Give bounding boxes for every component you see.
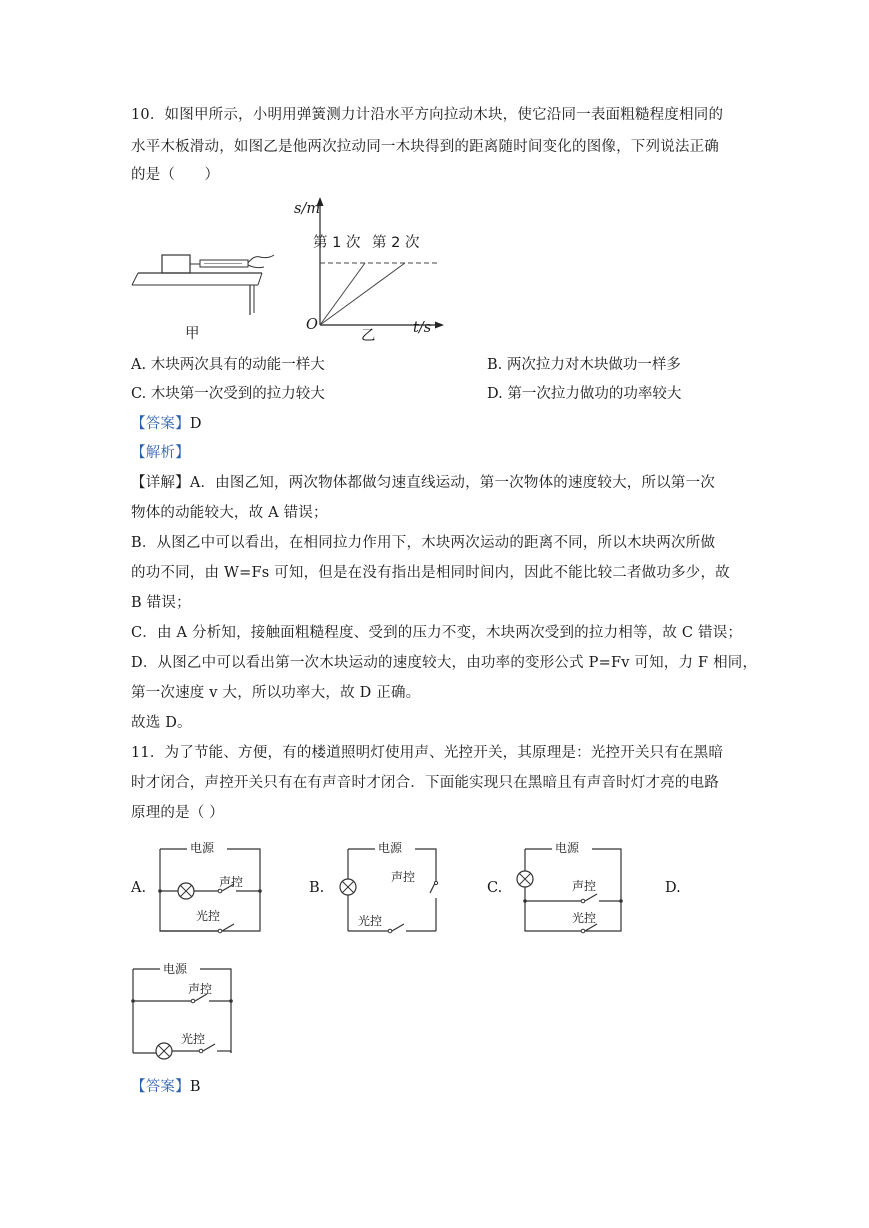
q11-option-a-letter: A. [131, 880, 147, 896]
circuit-b-power-label: 电源 [378, 841, 403, 855]
q10-option-d: D. 第一次拉力做功的功率较大 [487, 386, 682, 402]
q10-detail-line-6: C．由 A 分析知，接触面粗糙程度、受到的压力不变，木块两次受到的拉力相等，故 C 错误； [131, 625, 743, 641]
q10-option-b: B. 两次拉力对木块做功一样多 [487, 357, 681, 373]
graph-x-axis-label: t/s [413, 320, 432, 336]
q10-stem-line-3: 的是（ ） [131, 167, 220, 183]
circuit-c-sound-label: 声控 [572, 879, 597, 893]
circuit-b-light-label: 光控 [358, 914, 383, 928]
q11-stem-line-2: 时才闭合，声控开关只有在有声音时才闭合．下面能实现只在黑暗且有声音时灯才亮的电路 [131, 775, 719, 791]
q11-option-c-letter: C. [487, 880, 503, 896]
q10-detail-line-1 [131, 473, 715, 493]
q11-stem-line-3: 原理的是（ ） [131, 805, 225, 821]
q10-detail-line-3: B．从图乙中可以看出，在相同拉力作用下，木块两次运动的距离不同，所以木块两次所做 [131, 535, 716, 551]
figure-yi-label: 乙 [361, 328, 376, 344]
circuit-a-sound-label: 声控 [219, 875, 244, 889]
q10-answer-line [131, 414, 202, 434]
graph-series1-label: 第 1 次 [313, 235, 361, 251]
q11-answer: B [189, 1079, 201, 1095]
figure-jia [130, 245, 280, 345]
q10-detail-line-8: 第一次速度 v 大，所以功率大，故 D 正确。 [131, 685, 421, 701]
circuit-d-sound-label: 声控 [188, 982, 213, 996]
q10-stem-line-2: 水平木板滑动，如图乙是他两次拉动同一木块得到的距离随时间变化的图像，下列说法正确 [131, 139, 719, 155]
q10-option-a: A. 木块两次具有的动能一样大 [131, 357, 325, 373]
q10-detail-line-5: B 错误； [131, 595, 191, 611]
graph-y-axis-label: s/m [294, 201, 321, 217]
q10-detail-line-2: 物体的动能较大，故 A 错误； [131, 505, 328, 521]
circuit-c-light-label: 光控 [572, 911, 597, 925]
graph-series2-label: 第 2 次 [372, 235, 420, 251]
q10-answer: D [189, 416, 202, 432]
answer-tag: 【答案】 [131, 416, 190, 432]
q11-option-d-letter: D. [665, 880, 681, 896]
circuit-a-power-label: 电源 [190, 841, 215, 855]
circuit-a-light-label: 光控 [196, 909, 221, 923]
circuit-c-power-label: 电源 [555, 841, 580, 855]
circuit-d-power-label: 电源 [163, 962, 188, 976]
circuit-d-light-label: 光控 [181, 1032, 206, 1046]
q11-stem-line-1: 11．为了节能、方便，有的楼道照明灯使用声、光控开关，其原理是：光控开关只有在黑暗 [131, 745, 724, 761]
q10-option-c: C. 木块第一次受到的拉力较大 [131, 386, 325, 402]
detail-tag: 【详解】 [131, 475, 190, 491]
q10-detail-line-9: 故选 D。 [131, 715, 192, 731]
figure-jia-label: 甲 [185, 326, 200, 342]
circuit-b-sound-label: 声控 [391, 870, 416, 884]
detail-text-1: A．由图乙知，两次物体都做匀速直线运动，第一次物体的速度较大，所以第一次 [189, 475, 715, 491]
q11-answer-line [131, 1077, 201, 1097]
graph-origin-label: O [306, 317, 318, 333]
q11-answer-tag: 【答案】 [131, 1079, 190, 1095]
q10-analysis-tag: 【解析】 [131, 445, 190, 461]
q10-detail-line-7: D．从图乙中可以看出第一次木块运动的速度较大，由功率的变形公式 P=Fv 可知，力 F 相同， [131, 655, 758, 671]
q10-stem-line-1: 10．如图甲所示，小明用弹簧测力计沿水平方向拉动木块，使它沿同一表面粗糙程度相同的 [131, 107, 724, 123]
q10-detail-line-4: 的功不同，由 W=Fs 可知，但是在没有指出是相同时间内，因此不能比较二者做功多少，故 [131, 565, 730, 581]
q11-option-b-letter: B. [309, 880, 325, 896]
